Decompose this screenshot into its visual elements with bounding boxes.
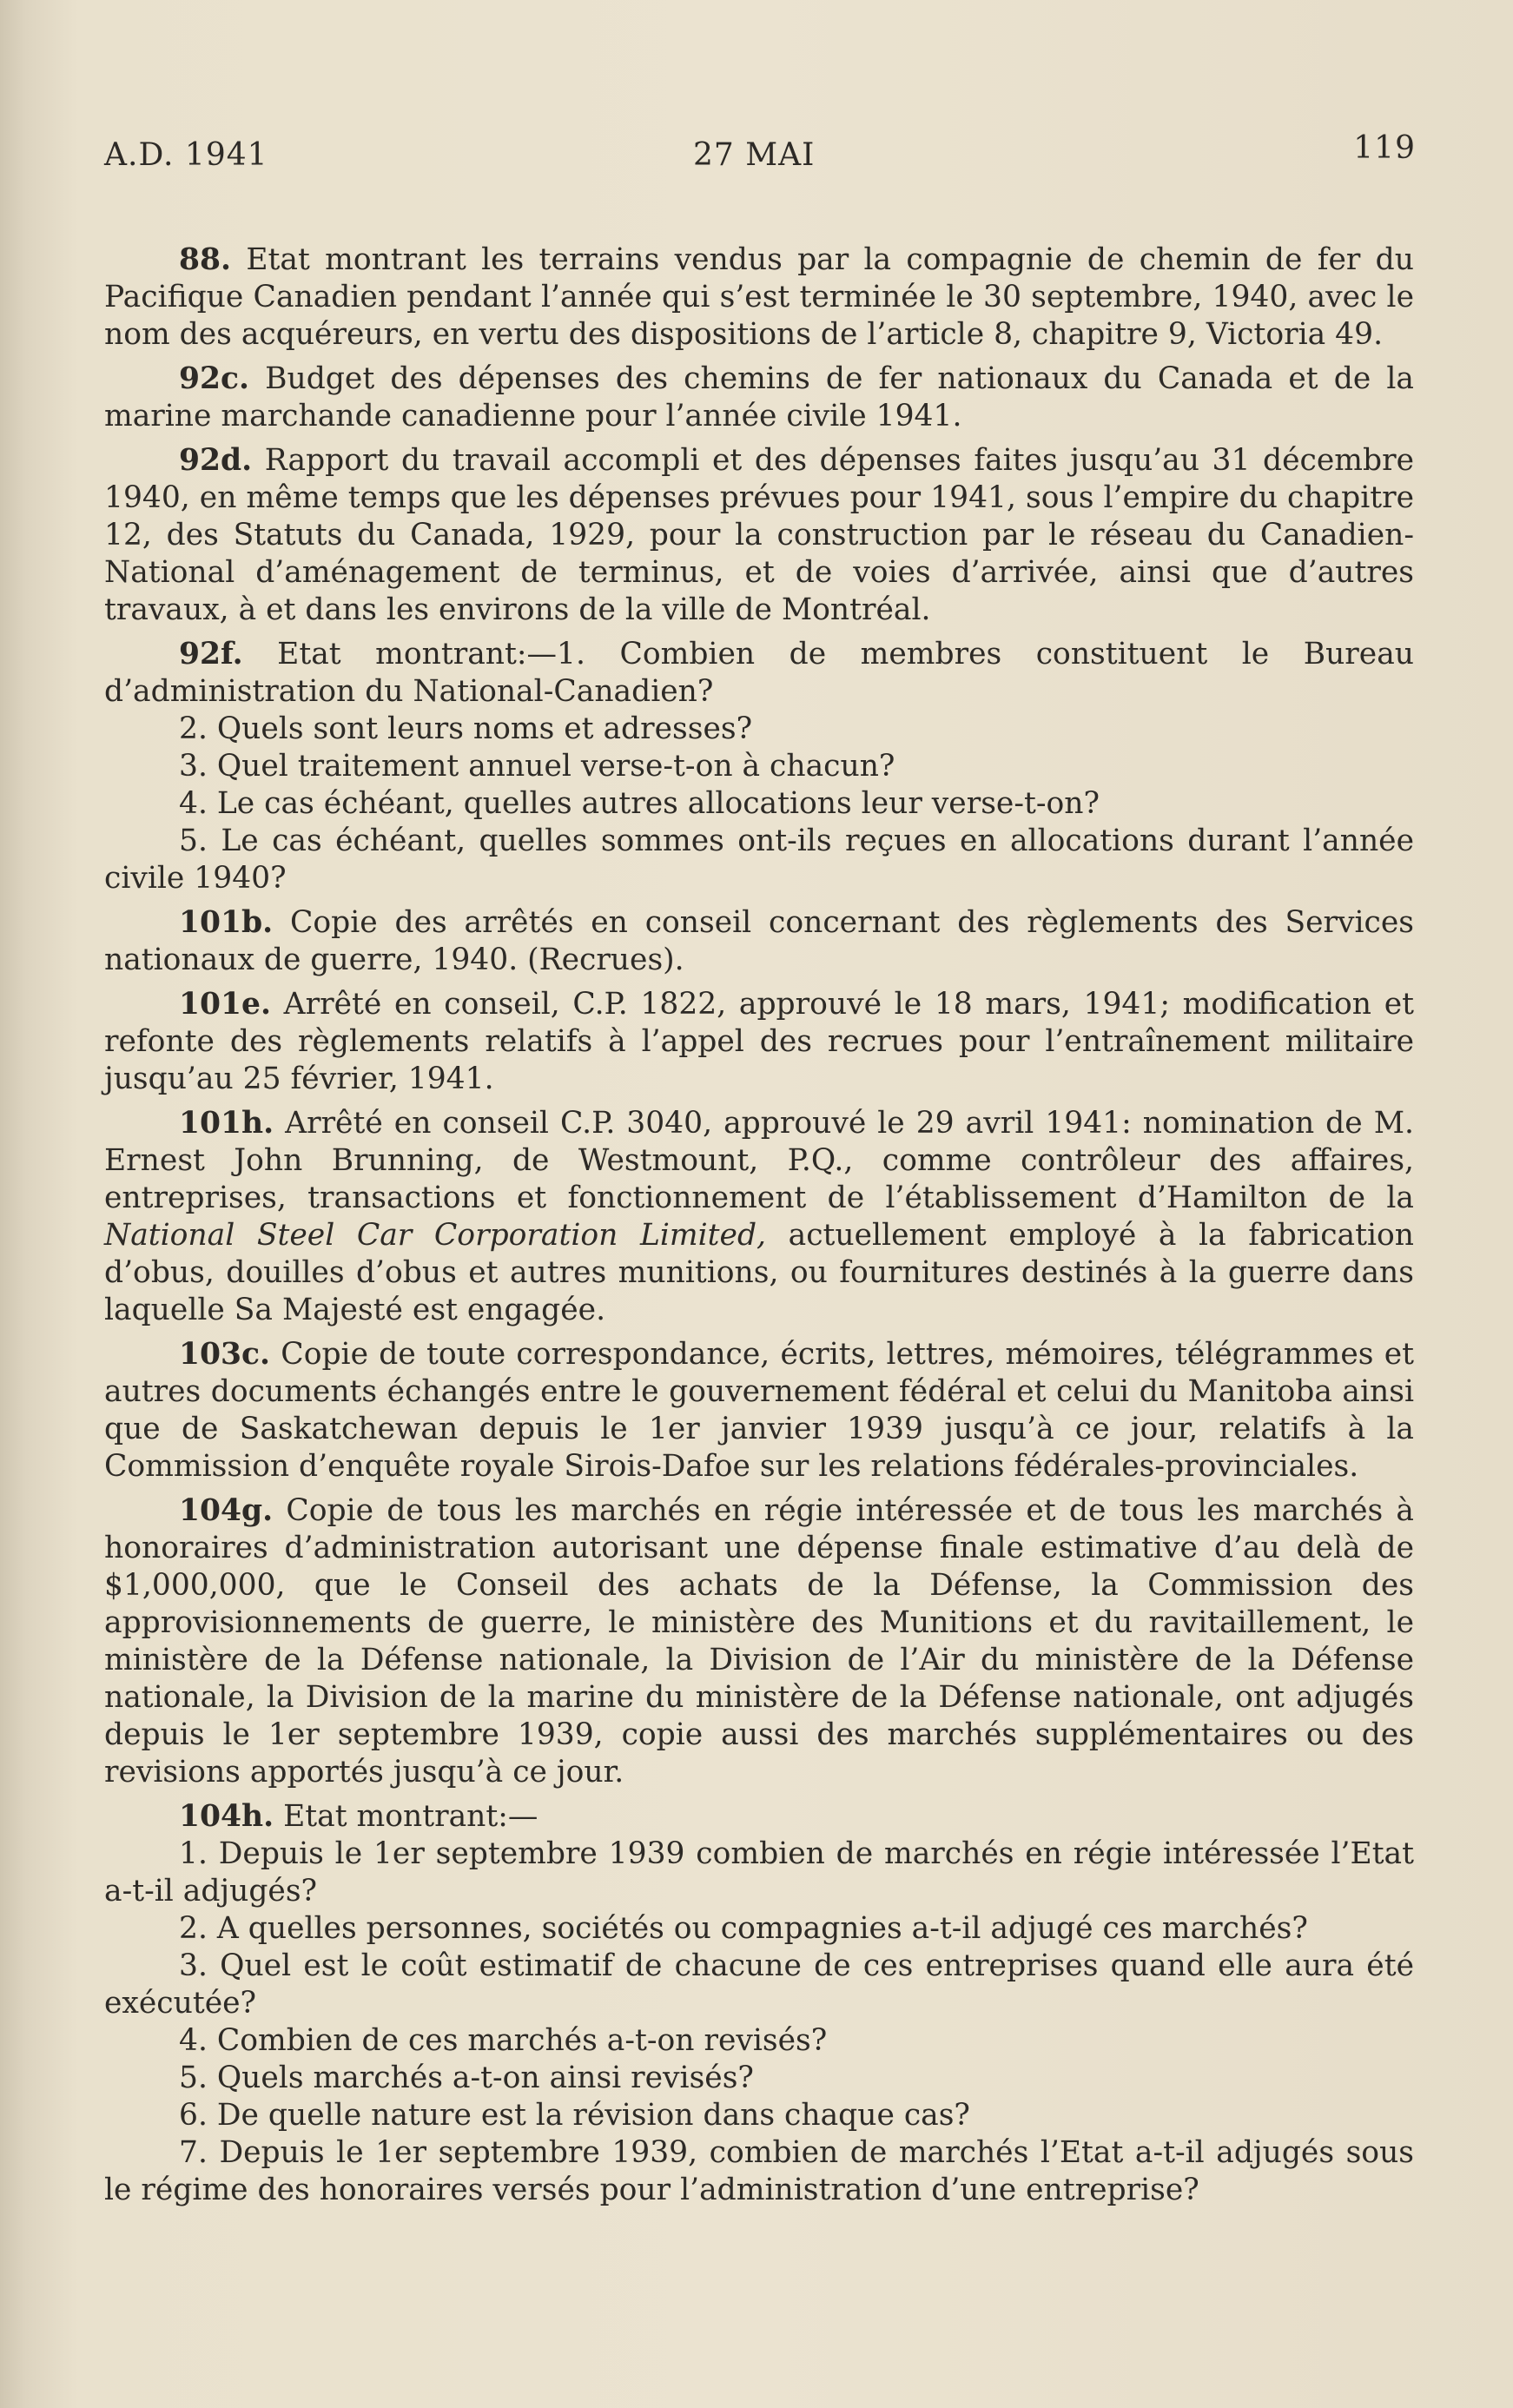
entry-88 [104, 241, 1414, 354]
list-item: 3. Quel est le coût estimatif de chacune de ces entreprises quand elle aura été exécutée? [104, 1948, 1414, 2021]
entry-text: Etat montrant:— [283, 1799, 538, 1834]
header-date: 27 MAI [693, 137, 816, 173]
entry-number: 92c. [179, 361, 250, 396]
list-item: 2. A quelles personnes, sociétés ou compagnies a-t-il adjugé ces marchés? [179, 1911, 1308, 1946]
page-number: 119 [1353, 130, 1416, 166]
entry-text: Arrêté en conseil, C.P. 1822, approuvé le 18 mars, 1941; modification et refonte des règlements relatifs à l’appel des recrues pour l’entraînement militaire jusqu’au 25 février, 1941. [104, 987, 1414, 1096]
page-body [104, 241, 1414, 2209]
entry-number: 101h. [179, 1106, 274, 1141]
list-item: 5. Le cas échéant, quelles sommes ont-ils reçues en allocations durant l’année civile 1940? [104, 824, 1414, 896]
entry-103c [104, 1336, 1414, 1485]
page-header [104, 130, 1416, 182]
entry-text: Copie de toute correspondance, écrits, lettres, mémoires, télégrammes et autres documents échangés entre le gouvernement fédéral et celui du Manitoba ainsi que de Saskatchewan depuis le 1er janvier 1939 jusqu’à ce jour, relatifs à la Commission d’enquête royale Sirois-Dafoe sur les relations fédérales-provinciales. [104, 1337, 1414, 1484]
company-name: National Steel Car Corporation Limited, [104, 1218, 767, 1253]
entry-number: 103c. [179, 1337, 271, 1372]
entry-number: 92f. [179, 637, 243, 671]
entry-number: 104h. [179, 1799, 274, 1834]
list-item: 4. Combien de ces marchés a-t-on revisés? [179, 2023, 828, 2058]
entry-104g [104, 1492, 1414, 1791]
entry-text: Copie de tous les marchés en régie intéressée et de tous les marchés à honoraires d’administration autorisant une dépense finale estimative d’au delà de $1,000,000, que le Conseil des achats de la Défense, la Commission des approvisionnements de guerre, le ministère des Munitions et du ravitaillement, le ministère de la Défense nationale, la Division de l’Air du ministère de la Défense nationale, la Division de la marine du ministère de la Défense nationale, ont adjugés depuis le 1er septembre 1939, copie aussi des marchés supplémentaires ou des revisions apportés jusqu’à ce jour. [104, 1493, 1414, 1789]
entry-text: Arrêté en conseil C.P. 3040, approuvé le 29 avril 1941: nomination de M. Ernest John Brunning, de Westmount, P.Q., comme contrôleur des affaires, entreprises, transactions et fonctionnement de l’établissement d’Hamilton de la [104, 1106, 1415, 1215]
list-item: 6. De quelle nature est la révision dans chaque cas? [179, 2098, 970, 2133]
entry-lead [104, 1798, 1414, 1836]
entry-104h [104, 1798, 1414, 2209]
entry-number: 101e. [179, 987, 271, 1022]
entry-101h [104, 1105, 1414, 1329]
entry-lead [104, 636, 1414, 711]
list-item: 1. Depuis le 1er septembre 1939 combien de marchés en régie intéressée l’Etat a-t-il adjugés? [104, 1836, 1414, 1909]
list-item: 4. Le cas échéant, quelles autres allocations leur verse-t-on? [179, 786, 1100, 821]
list-item: 7. Depuis le 1er septembre 1939, combien de marchés l’Etat a-t-il adjugés sous le régime des honoraires versés pour l’administration d’une entreprise? [104, 2135, 1414, 2207]
list-item: 2. Quels sont leurs noms et adresses? [179, 711, 753, 746]
entry-92d [104, 442, 1414, 629]
entry-number: 101b. [179, 905, 274, 940]
entry-101b [104, 904, 1414, 979]
entry-number: 92d. [179, 443, 253, 478]
entry-92f [104, 636, 1414, 897]
entry-92c [104, 361, 1414, 435]
entry-text: Rapport du travail accompli et des dépenses faites jusqu’au 31 décembre 1940, en même temps que les dépenses prévues pour 1941, sous l’empire du chapitre 12, des Statuts du Canada, 1929, pour la construction par le réseau du Canadien-National d’aménagement de terminus, et de voies d’arrivée, ainsi que d’autres travaux, à et dans les environs de la ville de Montréal. [104, 443, 1414, 627]
entry-text: Copie des arrêtés en conseil concernant des règlements des Services nationaux de guerre, 1940. (Recrues). [104, 905, 1414, 977]
entry-number: 104g. [179, 1493, 274, 1528]
list-item: 5. Quels marchés a-t-on ainsi revisés? [179, 2061, 754, 2095]
entry-101e [104, 986, 1414, 1098]
entry-text: Budget des dépenses des chemins de fer nationaux du Canada et de la marine marchande canadienne pour l’année civile 1941. [104, 361, 1415, 433]
entry-number: 88. [179, 242, 232, 277]
entry-text: Etat montrant:—1. Combien de membres constituent le Bureau d’administration du National-Canadien? [104, 637, 1414, 709]
header-year: A.D. 1941 [104, 137, 268, 173]
entry-text: Etat montrant les terrains vendus par la compagnie de chemin de fer du Pacifique Canadien pendant l’année qui s’est terminée le 30 septembre, 1940, avec le nom des acquéreurs, en vertu des dispositions de l’article 8, chapitre 9, Victoria 49. [104, 242, 1414, 352]
entry-text-continued: actuellement employé à la fabrication d’obus, douilles d’obus et autres munitions, ou fournitures destinés à la guerre dans laquelle Sa Majesté est engagée. [104, 1218, 1415, 1327]
list-item: 3. Quel traitement annuel verse-t-on à chacun? [179, 749, 895, 784]
